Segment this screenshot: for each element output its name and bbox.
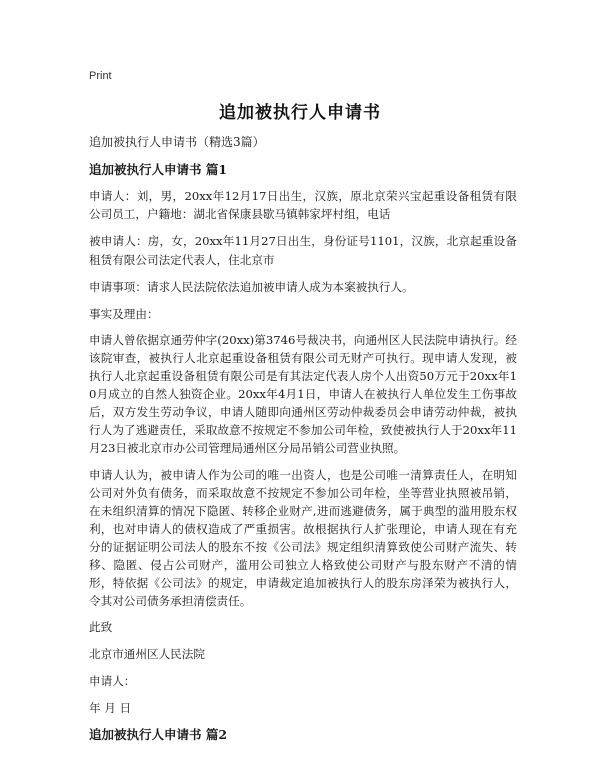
- facts-paragraph-2: 申请人认为，被申请人作为公司的唯一出资人，也是公司唯一清算责任人，在明知公司对外负有债务，而采取故意不按规定不参加公司年检，坐等营业执照被吊销，在未组织清算的情况下隐匿、转移企业财产,进而逃避债务，属于典型的滥用股东权利，也对申请人的债权造成了严重损害。故根据执行人扩张理论，申请人现在有充分的证据证明公司法人的股东不按《公司法》规定组织清算致使公司财产流失、转移、隐匿、侵占公司财产，滥用公司独立人格致使公司财产与股东财产不清的情形，特依据《公司法》的规定，申请裁定追加被执行人的股东房泽荣为被执行人，令其对公司债务承担清偿责任。: [89, 467, 517, 608]
- applicant-signature: 申请人：: [89, 674, 136, 689]
- request-item-paragraph: 申请事项：请求人民法院依法追加被申请人成为本案被执行人。: [89, 279, 414, 294]
- section-heading-2: 追加被执行人申请书 篇2: [89, 727, 228, 743]
- applicant-paragraph: 申请人：刘，男，20xx年12月17日出生，汉族，原北京荣兴宝起重设备租赁有限公司员工，户籍地：湖北省保康县歇马镇韩家坪村组，电话: [89, 189, 517, 222]
- closing-text: 此致: [89, 620, 113, 635]
- document-subtitle: 追加被执行人申请书（精选3篇）: [89, 135, 265, 149]
- document-title: 追加被执行人申请书: [219, 103, 381, 123]
- facts-paragraph-1: 申请人曾依据京通劳仲字(20xx)第3746号裁决书，向通州区人民法院申请执行。经该院审查，被执行人北京起重设备租赁有限公司无财产可执行。现申请人发现，被执行人北京起重设备租赁有限公司是有其法定代表人房个人出资50万元于20xx年10月成立的自然人独资企业。20xx年4月1日，申请人在被执行人单位发生工伤事故后，双方发生劳动争议，申请人随即向通州区劳动仲裁委员会申请劳动仲裁，被执行人为了逃避责任，采取故意不按规定不参加公司年检，致使被执行人于20xx年11月23日被北京市办公司管理局通州区分局吊销公司营业执照。: [89, 333, 517, 456]
- date-line: 年 月 日: [89, 701, 132, 716]
- facts-label: 事实及理由：: [89, 306, 159, 321]
- document-body: [89, 133, 517, 752]
- court-name: 北京市通州区人民法院: [89, 647, 205, 662]
- print-label[interactable]: Print: [89, 70, 112, 82]
- section-heading-1: 追加被执行人申请书 篇1: [89, 162, 228, 177]
- respondent-paragraph: 被申请人：房，女，20xx年11月27日出生，身份证号1101，汉族，北京起重设备租赁有限公司法定代表人，住北京市: [89, 234, 517, 267]
